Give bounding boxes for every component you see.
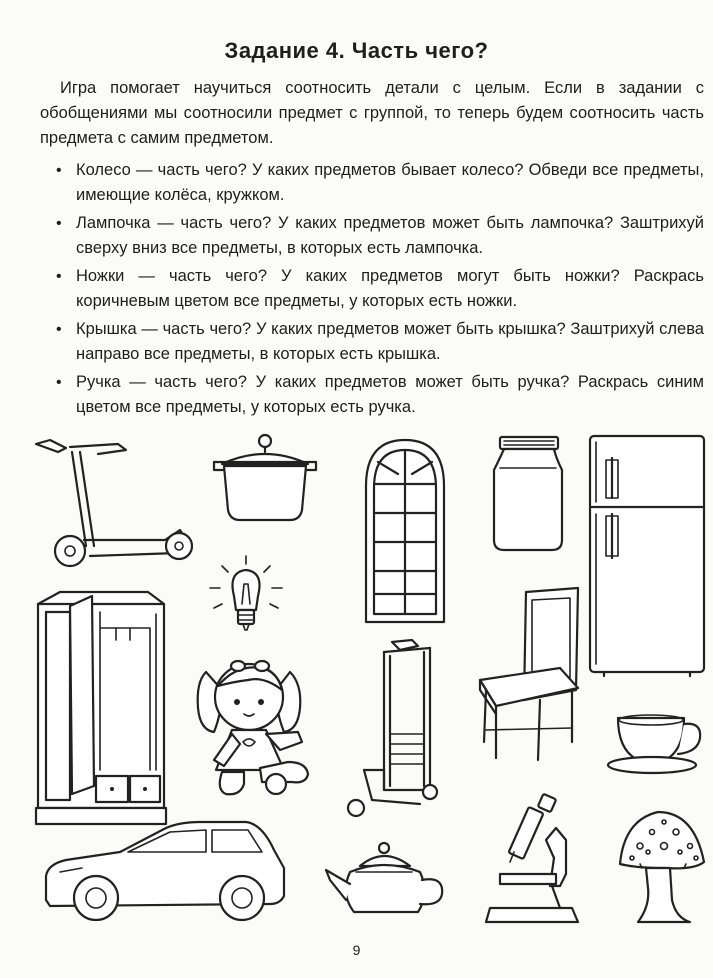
fridge-icon bbox=[590, 436, 704, 676]
task-item-lightbulb: • Лампочка — часть чего? У каких предметов может быть лампочка? Заштрихуй сверху вниз все предметы, в которых есть лампочка. bbox=[56, 211, 704, 261]
mushroom-icon bbox=[620, 812, 704, 922]
lightbulb-icon bbox=[210, 556, 282, 630]
doll-icon bbox=[198, 661, 308, 794]
scooter-icon bbox=[36, 440, 192, 566]
task-item-handle: • Ручка — часть чего? У каких предметов может быть ручка? Раскрась синим цветом все предметы, у которых есть ручка. bbox=[56, 370, 704, 420]
jar-icon bbox=[494, 437, 562, 550]
car-icon bbox=[46, 822, 284, 920]
page-number: 9 bbox=[352, 942, 361, 958]
teapot-icon bbox=[326, 843, 442, 912]
pot-icon bbox=[214, 435, 316, 520]
wardrobe-icon bbox=[36, 592, 166, 824]
task-item-lid: • Крышка — часть чего? У каких предметов может быть крышка? Заштрихуй слева направо все предметы, в которых есть крышка. bbox=[56, 317, 704, 367]
task-item-legs: • Ножки — часть чего? У каких предметов могут быть ножки? Раскрась коричневым цветом все предметы, у которых есть ножки. bbox=[56, 264, 704, 314]
window-icon bbox=[366, 440, 444, 622]
cup-icon bbox=[608, 715, 700, 773]
intro-paragraph: Игра помогает научиться соотносить детали с целым. Если в задании с обобщениями мы соотносили предмет с группой, то теперь будем соотносить часть предмета с самим предметом. bbox=[40, 79, 704, 147]
microscope-icon bbox=[486, 794, 578, 922]
page-title: Задание 4. Часть чего? bbox=[224, 38, 489, 63]
task-item-wheel: • Колесо — часть чего? У каких предметов бывает колесо? Обведи все предметы, имеющие колёса, кружком. bbox=[56, 158, 704, 208]
chair-icon bbox=[480, 588, 578, 760]
shopping-cart-icon bbox=[348, 640, 437, 816]
